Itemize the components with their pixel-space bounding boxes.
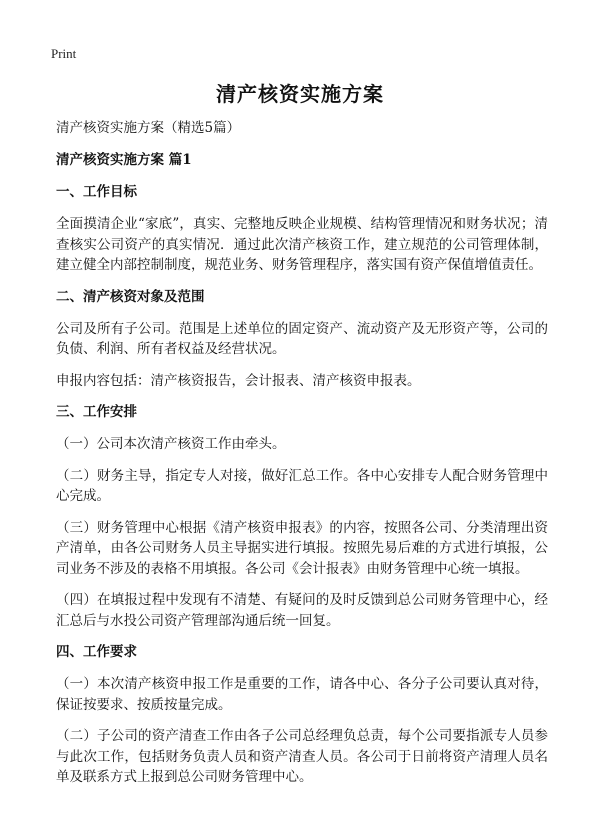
section-heading-scope: 二、清产核资对象及范围: [56, 288, 205, 305]
section-scope-paragraph: 公司及所有子公司。范围是上述单位的固定资产、流动资产及无形资产等，公司的负债、利润、所有者权益及经营状况。: [56, 320, 548, 357]
document-body: [56, 118, 548, 799]
section-arrangement-paragraph: （三）财务管理中心根据《清产核资申报表》的内容，按照各公司、分类清理出资产清单，由各公司财务人员主导据实进行填报。按照先易后难的方式进行填报，公司业务不涉及的表格不用填报。各公司《会计报表》由财务管理中心统一填报。: [56, 519, 548, 577]
section-arrangement-paragraph: （一）公司本次清产核资工作由牵头。: [56, 436, 286, 452]
article-heading: 清产核资实施方案 篇1: [56, 152, 192, 168]
section-requirements-paragraph: （一）本次清产核资申报工作是重要的工作，请各中心、各分子公司要认真对待，保证按要求、按质按量完成。: [56, 676, 548, 713]
section-arrangement-paragraph: （二）财务主导，指定专人对接，做好汇总工作。各中心安排专人配合财务管理中心完成。: [56, 467, 548, 504]
document-subtitle: 清产核资实施方案（精选5篇）: [56, 120, 241, 136]
print-label: Print: [51, 46, 77, 61]
section-heading-arrangement: 三、工作安排: [56, 404, 137, 420]
section-requirements-paragraph: （二）子公司的资产清查工作由各子公司总经理负总责，每个公司要指派专人员参与此次工作，包括财务负责人员和资产清查人员。各公司于日前将资产清理人员名单及联系方式上报到总公司财务管理中心。: [56, 728, 548, 785]
section-heading-goals: 一、工作目标: [56, 184, 137, 200]
section-heading-requirements: 四、工作要求: [56, 644, 137, 660]
section-arrangement-paragraph: （四）在填报过程中发现有不清楚、有疑问的及时反馈到总公司财务管理中心，经汇总后与水投公司资产管理部沟通后统一回复。: [56, 592, 548, 629]
document-title: 清产核资实施方案: [216, 82, 384, 106]
section-scope-paragraph: 申报内容包括：清产核资报告，会计报表、清产核资申报表。: [56, 372, 421, 389]
section-goals-paragraph: 全面摸清企业“家底”，真实、完整地反映企业规模、结构管理情况和财务状况；清查核实公司资产的真实情况．通过此次清产核资工作，建立规范的公司管理体制，建立健全内部控制制度，规范业务、财务管理程序，落实国有资产保值增值责任。: [56, 216, 548, 273]
